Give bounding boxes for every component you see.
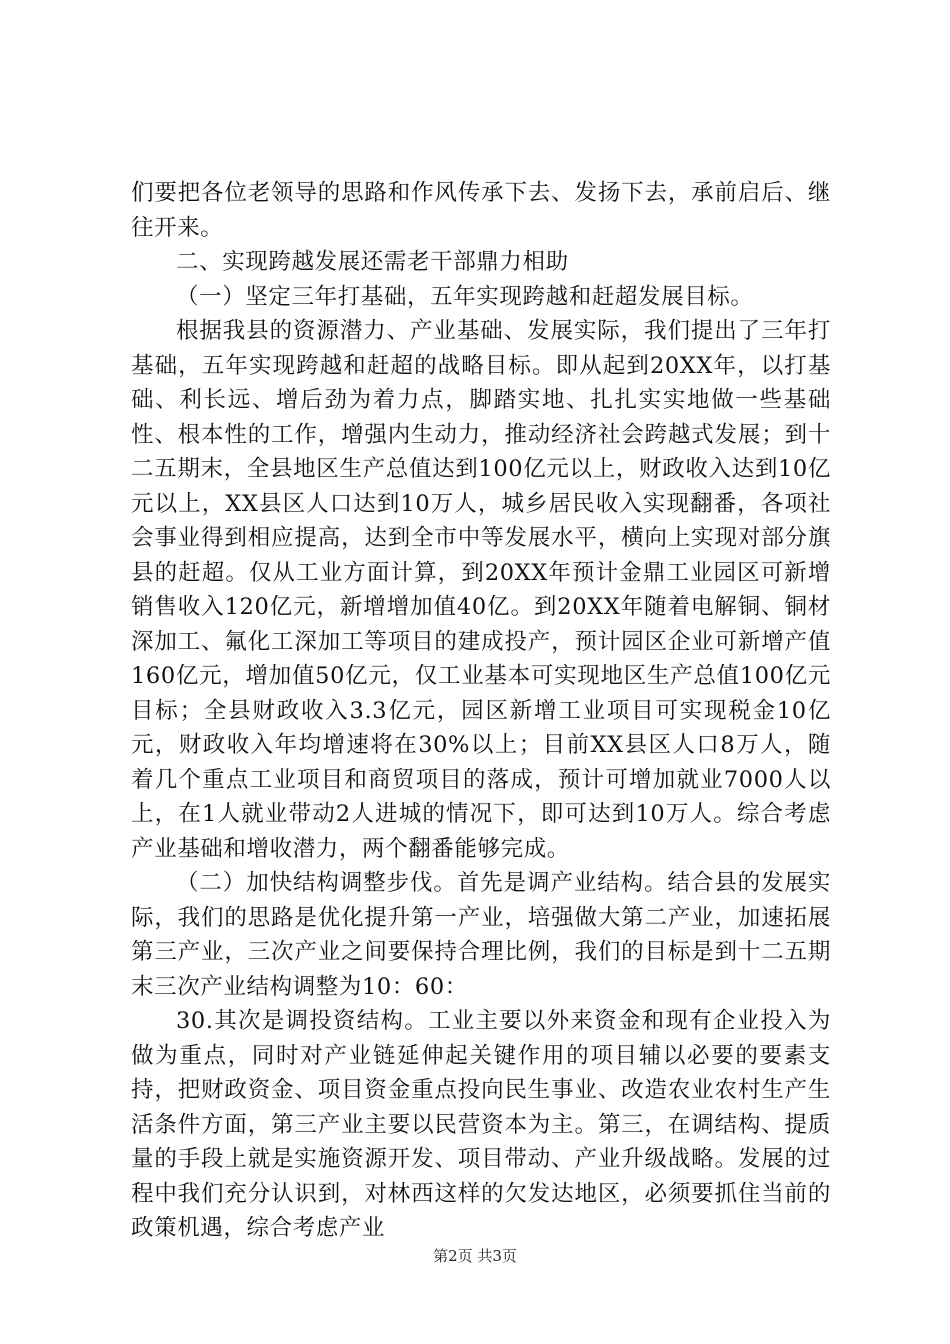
document-body (131, 176, 831, 1246)
paragraph-strategic-goals: 根据我县的资源潜力、产业基础、发展实际，我们提出了三年打基础，五年实现跨越和赶超的战略目标。即从起到20XX年，以打基础、利长远、增后劲为着力点，脚踏实地、扎扎实实地做一些基础性、根本性的工作，增强内生动力，推动经济社会跨越式发展；到十二五期末，全县地区生产总值达到100亿元以上，财政收入达到10亿元以上，XX县区人口达到10万人，城乡居民收入实现翻番，各项社会事业得到相应提高，达到全市中等发展水平，横向上实现对部分旗县的赶超。仅从工业方面计算，到20XX年预计金鼎工业园区可新增销售收入120亿元，新增增加值40亿。到20XX年随着电解铜、铜材深加工、氟化工深加工等项目的建成投产，预计园区企业可新增产值160亿元，增加值50亿元，仅工业基本可实现地区生产总值100亿元目标；全县财政收入3.3亿元，园区新增工业项目可实现税金10亿元，财政收入年均增速将在30%以上；目前XX县区人口8万人，随着几个重点工业项目和商贸项目的落成，预计可增加就业7000人以上，在1人就业带动2人进城的情况下，即可达到10万人。综合考虑产业基础和增收潜力，两个翻番能够完成。 (131, 318, 831, 862)
paragraph-investment-structure: 30.其次是调投资结构。工业主要以外来资金和现有企业投入为做为重点，同时对产业链延伸起关键作用的项目辅以必要的要素支持，把财政资金、项目资金重点投向民生事业、改造农业农村生产生活条件方面，第三产业主要以民营资本为主。第三，在调结构、提质量的手段上就是实施资源开发、项目带动、产业升级战略。发展的过程中我们充分认识到，对林西这样的欠发达地区，必须要抓住当前的政策机遇，综合考虑产业 (131, 1008, 831, 1241)
subsection-heading: （一）坚定三年打基础，五年实现跨越和赶超发展目标。 (176, 283, 754, 310)
paragraph-structure-adjustment: （二）加快结构调整步伐。首先是调产业结构。结合县的发展实际，我们的思路是优化提升第一产业，培强做大第二产业，加速拓展第三产业，三次产业之间要保持合理比例，我们的目标是到十二五期末三次产业结构调整为10：60： (131, 870, 831, 1000)
paragraph-continuation: 们要把各位老领导的思路和作风传承下去、发扬下去，承前启后、继往开来。 (131, 180, 831, 241)
page-number-footer: 第2页 共3页 (433, 1247, 517, 1265)
section-heading: 二、实现跨越发展还需老干部鼎力相助 (176, 249, 569, 275)
